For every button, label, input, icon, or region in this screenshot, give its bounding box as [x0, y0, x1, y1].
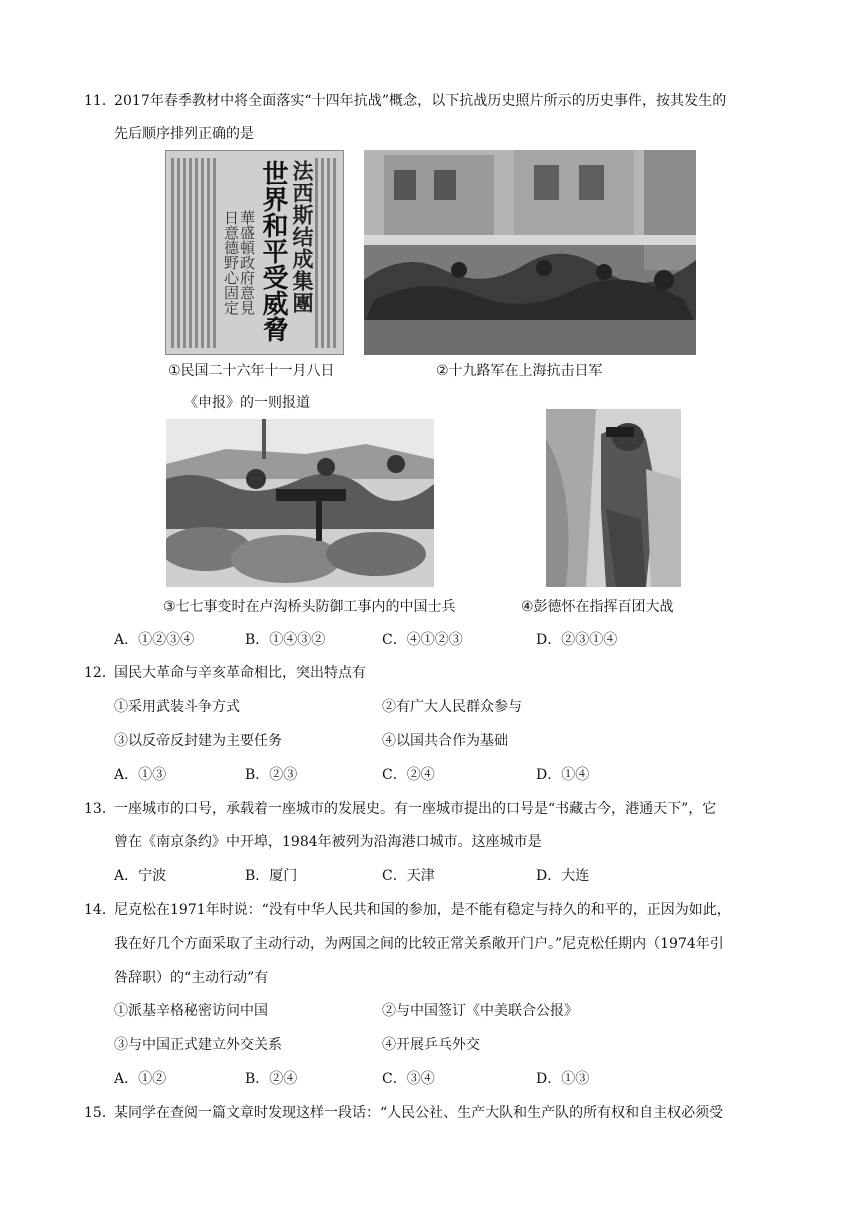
question-12-number: 12．	[84, 665, 116, 681]
question-11-stem-line1: 2017年春季教材中将全面落实“十四年抗战”概念，以下抗战历史照片所示的历史事件，按其发生的	[114, 93, 727, 109]
q12-option-c[interactable]: C．②④	[382, 767, 435, 783]
q12-option-a[interactable]: A．①③	[114, 767, 167, 783]
question-15-stem-line1: 某同学在查阅一篇文章时发现这样一段话：“人民公社、生产大队和生产队的所有权和自主权必须受	[114, 1105, 724, 1121]
photo-2-caption: ②十九路军在上海抗击日军	[436, 363, 603, 379]
newspaper-headline-2: 世界和平受威脅	[258, 160, 288, 342]
q12-item-2: ②有广大人民群众参与	[382, 699, 522, 715]
q14-option-d[interactable]: D．①③	[536, 1071, 590, 1087]
q14-option-c[interactable]: C．③④	[382, 1071, 435, 1087]
newspaper-headline-4: 日意德野心固定	[222, 210, 240, 315]
q12-item-1: ①采用武装斗争方式	[114, 699, 240, 715]
question-14-stem-line1: 尼克松在1971年时说：“没有中华人民共和国的参加，是不能有稳定与持久的和平的，正因为如此，	[114, 902, 731, 918]
photo-1-caption-line2: 《申报》的一则报道	[184, 395, 310, 411]
q14-option-b[interactable]: B．②④	[245, 1071, 298, 1087]
q14-option-a[interactable]: A．①②	[114, 1071, 167, 1087]
question-13-number: 13．	[84, 801, 116, 817]
photo-3-caption: ③七七事变时在卢沟桥头防御工事内的中国士兵	[163, 599, 456, 615]
q14-item-2: ②与中国签订《中美联合公报》	[382, 1003, 578, 1019]
question-11-stem-line2: 先后顺序排列正确的是	[114, 126, 254, 142]
question-13-stem-line1: 一座城市的口号，承载着一座城市的发展史。有一座城市提出的口号是“书藏古今，港通天下”，它	[114, 801, 717, 817]
q13-option-c[interactable]: C．天津	[382, 868, 435, 884]
q14-item-1: ①派基辛格秘密访问中国	[114, 1003, 268, 1019]
q12-item-3: ③以反帝反封建为主要任务	[114, 733, 282, 749]
q11-option-b[interactable]: B．①④③②	[245, 632, 326, 648]
question-13-stem-line2: 曾在《南京条约》中开埠，1984年被列为沿海港口城市。这座城市是	[114, 834, 542, 850]
photo-1-caption-line1: ①民国二十六年十一月八日	[168, 363, 335, 379]
q14-item-4: ④开展乒乓外交	[382, 1037, 480, 1053]
q12-item-4: ④以国共合作为基础	[382, 733, 508, 749]
q12-option-b[interactable]: B．②③	[245, 767, 298, 783]
question-14-stem-line2: 我在好几个方面采取了主动行动，为两国之间的比较正常关系敞开门户。”尼克松任期内（1974年引	[114, 936, 724, 952]
binoculars-commander-photo	[546, 409, 681, 587]
question-11-number: 11．	[84, 93, 116, 109]
q11-option-d[interactable]: D．②③①④	[536, 632, 618, 648]
question-15-number: 15．	[84, 1105, 116, 1121]
q13-option-a[interactable]: A．宁波	[114, 868, 167, 884]
newspaper-headline-3: 華盛頓政府意見	[238, 210, 256, 315]
q13-option-b[interactable]: B．厦门	[245, 868, 298, 884]
sandbag-machine-gun-photo	[166, 419, 434, 587]
question-12-stem: 国民大革命与辛亥革命相比，突出特点有	[114, 665, 366, 681]
q13-option-d[interactable]: D．大连	[536, 868, 590, 884]
q11-option-c[interactable]: C．④①②③	[382, 632, 463, 648]
question-14-stem-line3: 咎辞职）的“主动行动”有	[114, 970, 269, 986]
q14-item-3: ③与中国正式建立外交关系	[114, 1037, 282, 1053]
street-battle-photo	[364, 150, 696, 355]
q11-option-a[interactable]: A．①②③④	[114, 632, 195, 648]
photo-4-caption: ④彭德怀在指挥百团大战	[521, 599, 674, 615]
newspaper-headline-1: 法西斯结成集團	[290, 160, 315, 314]
q12-option-d[interactable]: D．①④	[536, 767, 590, 783]
newspaper-clipping-photo	[165, 150, 344, 355]
question-14-number: 14．	[84, 902, 116, 918]
